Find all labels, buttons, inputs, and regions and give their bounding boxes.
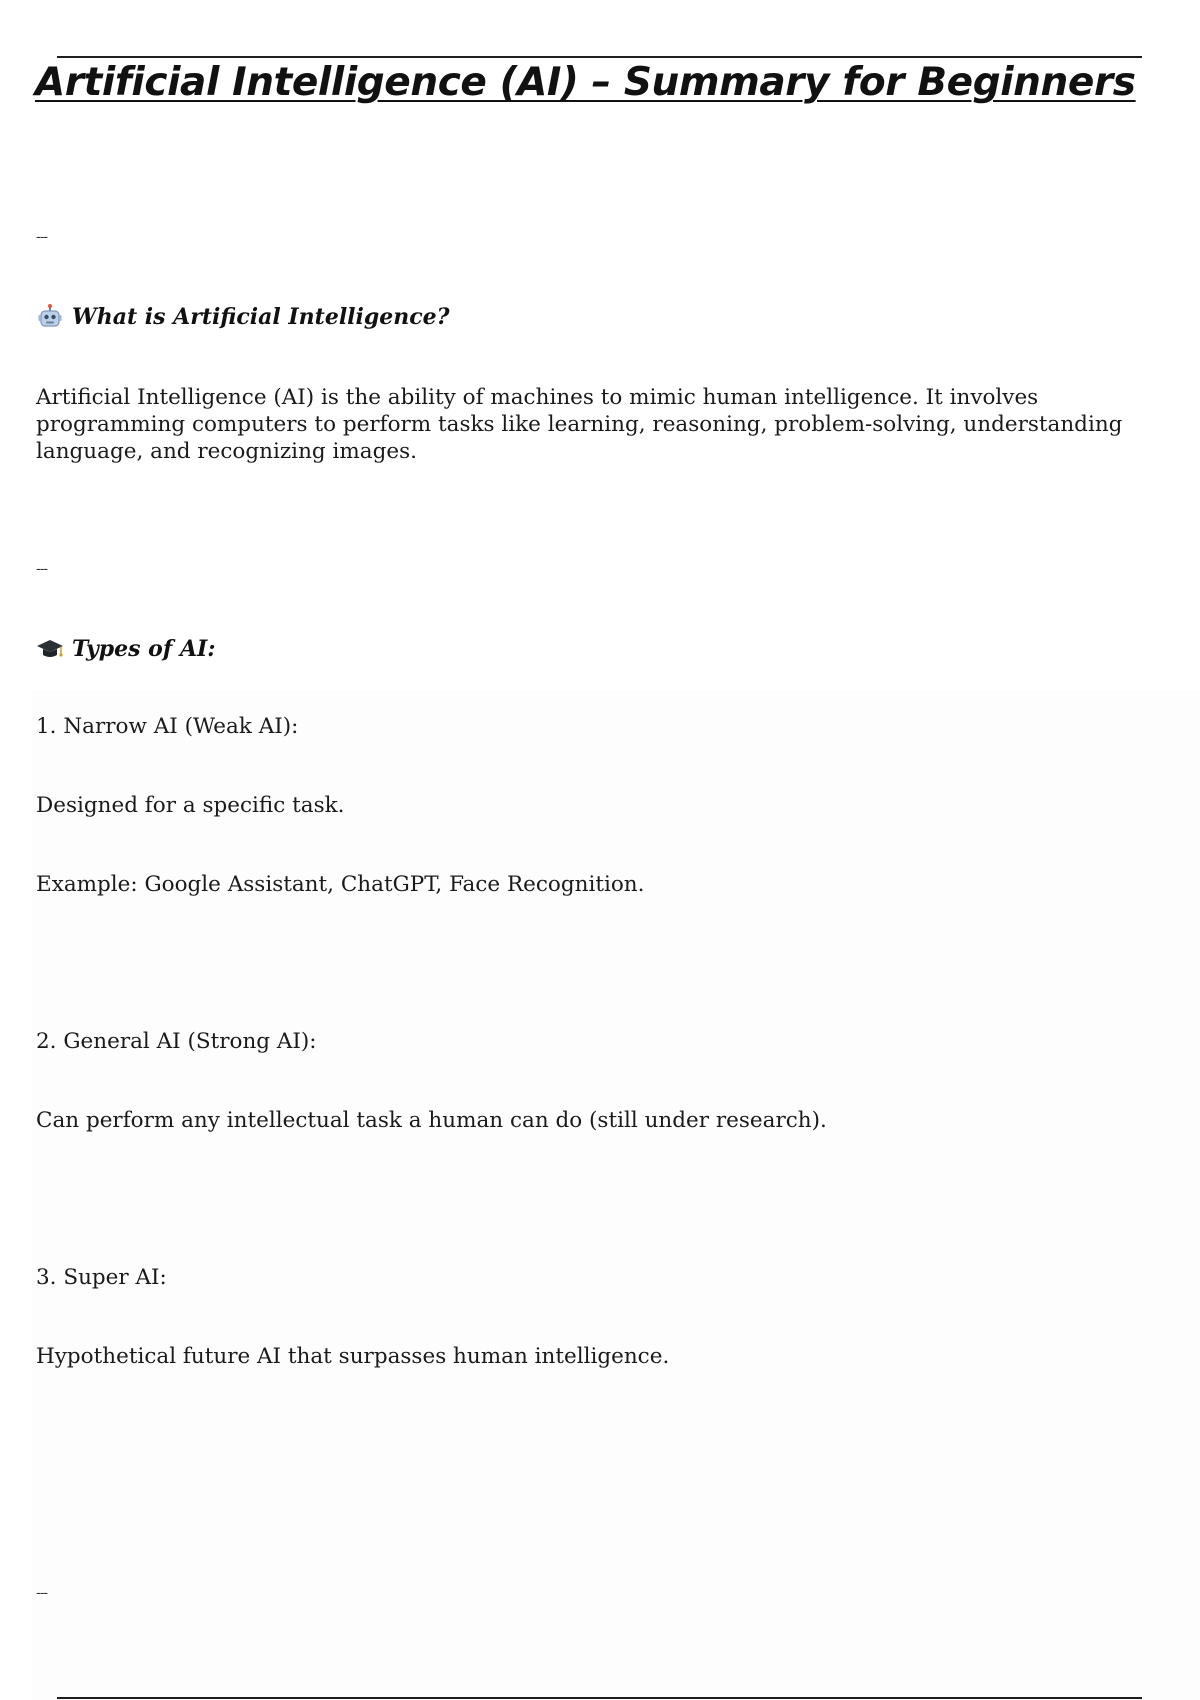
bottom-rule [57, 1697, 1142, 1699]
section-heading-label: Types of AI: [72, 636, 216, 662]
robot-icon [36, 303, 64, 331]
top-rule [57, 56, 1142, 58]
section-heading-types-of-ai [36, 635, 215, 663]
section-heading-label: What is Artificial Intelligence? [72, 304, 450, 330]
content-background [32, 690, 1200, 1700]
separator-2: --- [36, 562, 48, 577]
narrow-ai-title: 1. Narrow AI (Weak AI): [36, 714, 299, 739]
narrow-ai-example: Example: Google Assistant, ChatGPT, Face Recognition. [36, 872, 645, 897]
separator-3: --- [36, 1586, 48, 1601]
super-ai-description: Hypothetical future AI that surpasses human intelligence. [36, 1344, 670, 1369]
section-heading-what-is-ai [36, 303, 450, 331]
general-ai-title: 2. General AI (Strong AI): [36, 1029, 317, 1054]
general-ai-description: Can perform any intellectual task a human can do (still under research). [36, 1108, 827, 1133]
separator-1: --- [36, 230, 48, 245]
graduation-cap-icon [36, 635, 64, 663]
intro-paragraph: Artificial Intelligence (AI) is the ability of machines to mimic human intelligence. It involves programming computers to perform tasks like learning, reasoning, problem-solving, understanding language, and recognizing images. [36, 385, 1123, 464]
super-ai-title: 3. Super AI: [36, 1265, 167, 1290]
document-title: Artificial Intelligence (AI) – Summary for Beginners [35, 60, 1136, 105]
narrow-ai-description: Designed for a specific task. [36, 793, 345, 818]
